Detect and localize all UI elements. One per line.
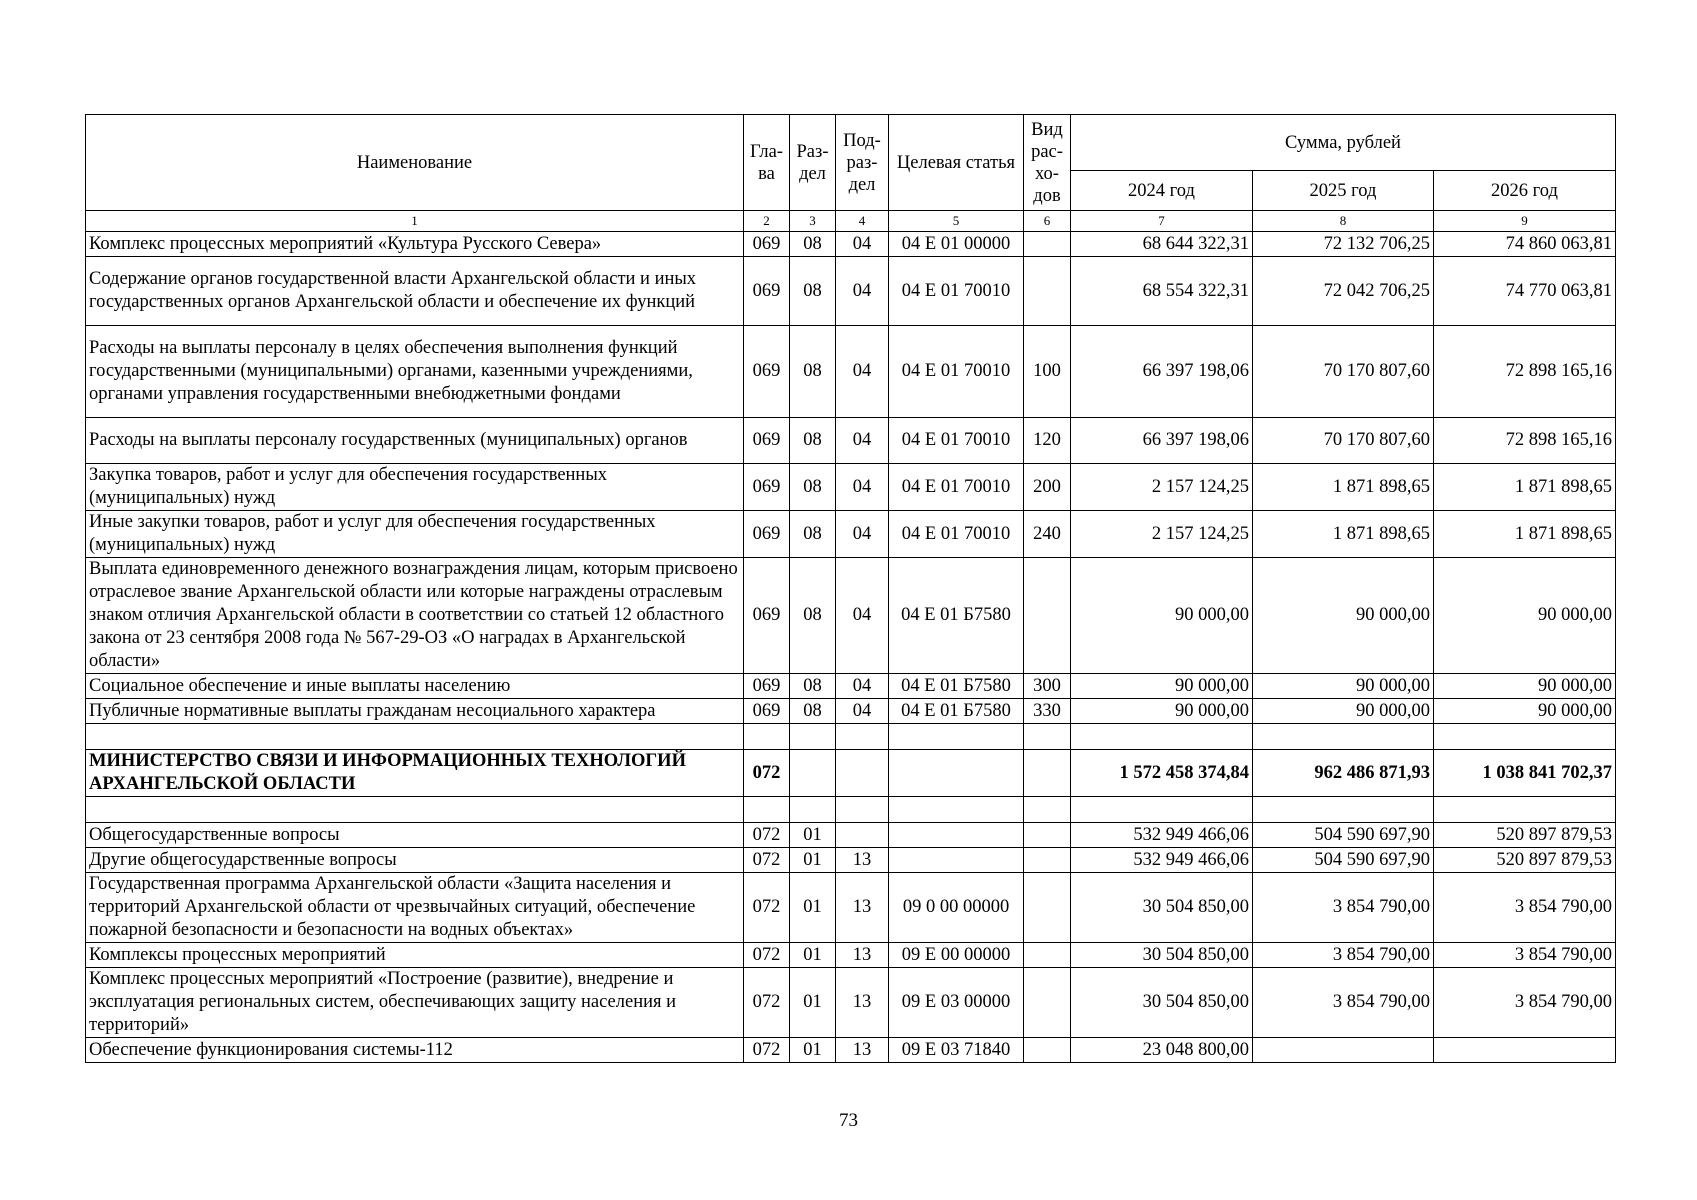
row-sum-2026: 520 897 879,53 — [1434, 823, 1616, 848]
row-subsection — [836, 823, 889, 848]
row-expense-type — [1024, 724, 1071, 750]
row-sum-2026: 1 038 841 702,37 — [1434, 750, 1616, 797]
row-expense-type — [1024, 823, 1071, 848]
row-chapter: 069 — [744, 699, 790, 724]
table-row — [86, 1038, 1616, 1063]
row-section: 08 — [790, 326, 836, 418]
row-chapter: 069 — [744, 257, 790, 326]
row-sum-2024: 90 000,00 — [1071, 699, 1253, 724]
row-sum-2025: 3 854 790,00 — [1253, 968, 1434, 1038]
row-chapter — [744, 797, 790, 823]
row-name: Комплексы процессных мероприятий — [86, 943, 744, 968]
row-target: 09 Е 00 00000 — [889, 943, 1024, 968]
row-chapter: 072 — [744, 750, 790, 797]
header-section: Раз-дел — [790, 115, 836, 211]
row-target: 09 Е 03 71840 — [889, 1038, 1024, 1063]
row-sum-2025 — [1253, 1038, 1434, 1063]
row-sum-2024: 68 554 322,31 — [1071, 257, 1253, 326]
table-row — [86, 848, 1616, 873]
row-name: Расходы на выплаты персоналу государственных (муниципальных) органов — [86, 418, 744, 464]
table-row — [86, 257, 1616, 326]
row-expense-type — [1024, 797, 1071, 823]
row-subsection — [836, 750, 889, 797]
header-target: Целевая статья — [889, 115, 1024, 211]
row-subsection: 04 — [836, 464, 889, 511]
row-sum-2026 — [1434, 797, 1616, 823]
table-row — [86, 724, 1616, 750]
row-chapter — [744, 724, 790, 750]
row-chapter: 072 — [744, 823, 790, 848]
row-target: 09 0 00 00000 — [889, 873, 1024, 943]
header-year-2026: 2026 год — [1434, 171, 1616, 211]
row-subsection: 04 — [836, 257, 889, 326]
row-target: 04 Е 01 00000 — [889, 232, 1024, 257]
row-chapter: 072 — [744, 1038, 790, 1063]
row-name: Расходы на выплаты персоналу в целях обеспечения выполнения функций государственными (муниципальными) органами, казенными учреждениями, органами управления государственными внебюджетными фондами — [86, 326, 744, 418]
row-sum-2024: 90 000,00 — [1071, 558, 1253, 674]
row-subsection: 13 — [836, 848, 889, 873]
row-section: 01 — [790, 823, 836, 848]
row-target — [889, 750, 1024, 797]
row-sum-2024 — [1071, 724, 1253, 750]
row-subsection: 04 — [836, 511, 889, 558]
row-section: 01 — [790, 968, 836, 1038]
row-sum-2024: 1 572 458 374,84 — [1071, 750, 1253, 797]
row-chapter: 072 — [744, 943, 790, 968]
row-section: 08 — [790, 699, 836, 724]
row-sum-2026: 72 898 165,16 — [1434, 418, 1616, 464]
row-sum-2026: 72 898 165,16 — [1434, 326, 1616, 418]
table-header — [86, 115, 1616, 232]
table-row — [86, 418, 1616, 464]
row-chapter: 069 — [744, 232, 790, 257]
row-section — [790, 797, 836, 823]
row-sum-2026: 520 897 879,53 — [1434, 848, 1616, 873]
row-subsection: 13 — [836, 1038, 889, 1063]
row-target: 04 Е 01 70010 — [889, 464, 1024, 511]
table-row — [86, 699, 1616, 724]
row-sum-2024: 2 157 124,25 — [1071, 464, 1253, 511]
row-subsection: 13 — [836, 873, 889, 943]
row-sum-2026: 90 000,00 — [1434, 674, 1616, 699]
row-target — [889, 848, 1024, 873]
table-row — [86, 797, 1616, 823]
table-row — [86, 326, 1616, 418]
row-subsection: 13 — [836, 968, 889, 1038]
row-chapter: 072 — [744, 848, 790, 873]
row-name: Социальное обеспечение и иные выплаты населению — [86, 674, 744, 699]
row-sum-2025: 90 000,00 — [1253, 674, 1434, 699]
row-sum-2026: 3 854 790,00 — [1434, 968, 1616, 1038]
row-subsection — [836, 724, 889, 750]
row-sum-2026: 1 871 898,65 — [1434, 464, 1616, 511]
row-sum-2026: 90 000,00 — [1434, 699, 1616, 724]
row-sum-2025: 3 854 790,00 — [1253, 873, 1434, 943]
row-target — [889, 823, 1024, 848]
row-name — [86, 724, 744, 750]
row-name: Другие общегосударственные вопросы — [86, 848, 744, 873]
column-number: 3 — [790, 211, 836, 232]
row-sum-2024: 532 949 466,06 — [1071, 823, 1253, 848]
row-target: 04 Е 01 70010 — [889, 257, 1024, 326]
row-subsection: 04 — [836, 326, 889, 418]
row-sum-2025: 1 871 898,65 — [1253, 464, 1434, 511]
row-target: 04 Е 01 Б7580 — [889, 558, 1024, 674]
column-number: 5 — [889, 211, 1024, 232]
row-sum-2026: 90 000,00 — [1434, 558, 1616, 674]
row-section: 01 — [790, 873, 836, 943]
row-expense-type: 330 — [1024, 699, 1071, 724]
row-sum-2026: 1 871 898,65 — [1434, 511, 1616, 558]
column-number: 4 — [836, 211, 889, 232]
table-row — [86, 464, 1616, 511]
row-name: Комплекс процессных мероприятий «Построение (развитие), внедрение и эксплуатация региональных систем, обеспечивающих защиту населения и территорий» — [86, 968, 744, 1038]
row-expense-type — [1024, 848, 1071, 873]
row-sum-2024 — [1071, 797, 1253, 823]
row-chapter: 072 — [744, 968, 790, 1038]
row-name: Обеспечение функционирования системы-112 — [86, 1038, 744, 1063]
column-number-row — [86, 211, 1616, 232]
row-sum-2025: 504 590 697,90 — [1253, 823, 1434, 848]
row-chapter: 069 — [744, 674, 790, 699]
row-sum-2026: 3 854 790,00 — [1434, 943, 1616, 968]
row-sum-2025: 90 000,00 — [1253, 558, 1434, 674]
row-expense-type: 120 — [1024, 418, 1071, 464]
row-sum-2025 — [1253, 797, 1434, 823]
row-name: Комплекс процессных мероприятий «Культура Русского Севера» — [86, 232, 744, 257]
header-subsection: Под-раз-дел — [836, 115, 889, 211]
row-expense-type: 300 — [1024, 674, 1071, 699]
row-sum-2024: 68 644 322,31 — [1071, 232, 1253, 257]
row-target: 09 Е 03 00000 — [889, 968, 1024, 1038]
header-sum: Сумма, рублей — [1071, 115, 1616, 171]
row-section: 08 — [790, 418, 836, 464]
column-number: 8 — [1253, 211, 1434, 232]
row-name: Выплата единовременного денежного вознаграждения лицам, которым присвоено отраслевое звание Архангельской области или которые награждены отраслевым знаком отличия Архангельской области в соответствии со статьей 12 областного закона от 23 сентября 2008 года № 567-29-ОЗ «О наградах в Архангельской области» — [86, 558, 744, 674]
row-subsection: 04 — [836, 558, 889, 674]
table-row — [86, 750, 1616, 797]
row-sum-2026: 74 770 063,81 — [1434, 257, 1616, 326]
row-name: Общегосударственные вопросы — [86, 823, 744, 848]
row-expense-type: 240 — [1024, 511, 1071, 558]
column-number: 2 — [744, 211, 790, 232]
row-expense-type — [1024, 943, 1071, 968]
row-target: 04 Е 01 70010 — [889, 511, 1024, 558]
row-target: 04 Е 01 Б7580 — [889, 674, 1024, 699]
row-sum-2024: 2 157 124,25 — [1071, 511, 1253, 558]
budget-table — [85, 114, 1616, 1063]
row-subsection: 04 — [836, 674, 889, 699]
table-row — [86, 823, 1616, 848]
row-subsection: 04 — [836, 418, 889, 464]
header-year-2025: 2025 год — [1253, 171, 1434, 211]
table-row — [86, 511, 1616, 558]
row-sum-2025: 72 132 706,25 — [1253, 232, 1434, 257]
row-expense-type: 100 — [1024, 326, 1071, 418]
row-sum-2024: 30 504 850,00 — [1071, 968, 1253, 1038]
header-chapter: Гла-ва — [744, 115, 790, 211]
row-sum-2024: 66 397 198,06 — [1071, 326, 1253, 418]
row-target — [889, 797, 1024, 823]
header-year-2024: 2024 год — [1071, 171, 1253, 211]
row-name: Государственная программа Архангельской области «Защита населения и территорий Архангельской области от чрезвычайных ситуаций, обеспечение пожарной безопасности и безопасности на водных объектах» — [86, 873, 744, 943]
row-sum-2024: 23 048 800,00 — [1071, 1038, 1253, 1063]
row-expense-type — [1024, 1038, 1071, 1063]
row-name: Иные закупки товаров, работ и услуг для обеспечения государственных (муниципальных) нужд — [86, 511, 744, 558]
row-section: 08 — [790, 464, 836, 511]
row-sum-2025: 962 486 871,93 — [1253, 750, 1434, 797]
row-name: Закупка товаров, работ и услуг для обеспечения государственных (муниципальных) нужд — [86, 464, 744, 511]
row-chapter: 069 — [744, 418, 790, 464]
row-subsection — [836, 797, 889, 823]
row-chapter: 072 — [744, 873, 790, 943]
row-target — [889, 724, 1024, 750]
column-number: 9 — [1434, 211, 1616, 232]
row-sum-2024: 532 949 466,06 — [1071, 848, 1253, 873]
row-chapter: 069 — [744, 464, 790, 511]
row-section: 01 — [790, 943, 836, 968]
row-section: 08 — [790, 511, 836, 558]
row-sum-2024: 90 000,00 — [1071, 674, 1253, 699]
row-sum-2025: 504 590 697,90 — [1253, 848, 1434, 873]
header-expense-type: Вид рас-хо-дов — [1024, 115, 1071, 211]
row-sum-2024: 30 504 850,00 — [1071, 943, 1253, 968]
row-sum-2025: 72 042 706,25 — [1253, 257, 1434, 326]
column-number: 6 — [1024, 211, 1071, 232]
row-name: Содержание органов государственной власти Архангельской области и иных государственных органов Архангельской области и обеспечение их функций — [86, 257, 744, 326]
table-row — [86, 558, 1616, 674]
table-row — [86, 232, 1616, 257]
column-number: 7 — [1071, 211, 1253, 232]
row-sum-2025: 90 000,00 — [1253, 699, 1434, 724]
row-section — [790, 750, 836, 797]
row-sum-2026: 74 860 063,81 — [1434, 232, 1616, 257]
row-expense-type — [1024, 968, 1071, 1038]
header-name: Наименование — [86, 115, 744, 211]
row-sum-2026: 3 854 790,00 — [1434, 873, 1616, 943]
row-section: 01 — [790, 848, 836, 873]
row-name — [86, 797, 744, 823]
row-chapter: 069 — [744, 511, 790, 558]
row-name: МИНИСТЕРСТВО СВЯЗИ И ИНФОРМАЦИОННЫХ ТЕХНОЛОГИЙ АРХАНГЕЛЬСКОЙ ОБЛАСТИ — [86, 750, 744, 797]
row-subsection: 13 — [836, 943, 889, 968]
row-sum-2025 — [1253, 724, 1434, 750]
row-section — [790, 724, 836, 750]
table-row — [86, 943, 1616, 968]
row-expense-type — [1024, 232, 1071, 257]
table-row — [86, 674, 1616, 699]
row-expense-type: 200 — [1024, 464, 1071, 511]
row-section: 08 — [790, 232, 836, 257]
column-number: 1 — [86, 211, 744, 232]
table-row — [86, 968, 1616, 1038]
row-name: Публичные нормативные выплаты гражданам несоциального характера — [86, 699, 744, 724]
page-number: 73 — [839, 1110, 858, 1131]
row-target: 04 Е 01 Б7580 — [889, 699, 1024, 724]
row-target: 04 Е 01 70010 — [889, 326, 1024, 418]
row-sum-2025: 1 871 898,65 — [1253, 511, 1434, 558]
table-row — [86, 873, 1616, 943]
row-sum-2024: 66 397 198,06 — [1071, 418, 1253, 464]
row-section: 01 — [790, 1038, 836, 1063]
row-sum-2026 — [1434, 724, 1616, 750]
row-chapter: 069 — [744, 326, 790, 418]
row-chapter: 069 — [744, 558, 790, 674]
row-sum-2026 — [1434, 1038, 1616, 1063]
row-section: 08 — [790, 558, 836, 674]
row-expense-type — [1024, 873, 1071, 943]
row-expense-type — [1024, 257, 1071, 326]
row-sum-2025: 70 170 807,60 — [1253, 418, 1434, 464]
row-expense-type — [1024, 750, 1071, 797]
row-sum-2024: 30 504 850,00 — [1071, 873, 1253, 943]
row-sum-2025: 3 854 790,00 — [1253, 943, 1434, 968]
row-section: 08 — [790, 674, 836, 699]
row-sum-2025: 70 170 807,60 — [1253, 326, 1434, 418]
row-expense-type — [1024, 558, 1071, 674]
row-section: 08 — [790, 257, 836, 326]
table-body — [86, 232, 1616, 1063]
row-subsection: 04 — [836, 699, 889, 724]
row-target: 04 Е 01 70010 — [889, 418, 1024, 464]
row-subsection: 04 — [836, 232, 889, 257]
